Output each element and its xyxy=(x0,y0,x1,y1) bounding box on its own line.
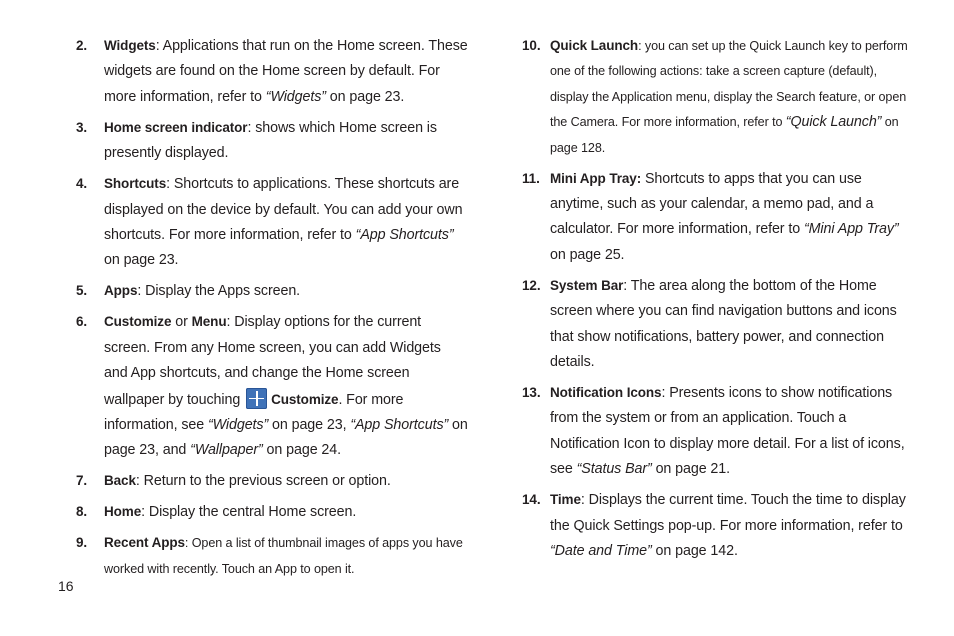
item-number: 7. xyxy=(76,473,88,489)
description: : Display options for the current screen. From any Home screen, you can add Widgets and App shortcuts, and change the Home screen wallpaper by touching xyxy=(104,314,441,408)
list-item-quick-launch xyxy=(522,33,917,161)
item-number: 2. xyxy=(76,38,88,53)
list-item-notification-icons xyxy=(522,380,917,483)
cross-reference-link[interactable]: “App Shortcuts” xyxy=(355,227,454,244)
description: : Applications that run on the Home screen. These widgets are found on the Home screen by default. For more information, refer to xyxy=(104,38,468,105)
list-item-shortcuts xyxy=(76,171,468,274)
term: Recent Apps xyxy=(104,535,185,551)
list-item-system-bar xyxy=(522,273,917,376)
cross-reference-link[interactable]: “Widgets” xyxy=(208,417,269,434)
item-number: 5. xyxy=(76,283,88,299)
list-item-widgets xyxy=(76,33,468,110)
description: : Display the Apps screen. xyxy=(137,283,301,300)
item-number: 8. xyxy=(76,504,88,520)
item-number: 6. xyxy=(76,314,88,330)
term: Home screen indicator xyxy=(104,119,248,135)
list-item-home-screen-indicator xyxy=(76,115,468,167)
term: Apps xyxy=(104,283,138,299)
description: : Shortcuts to applications. These shortcuts are displayed on the device by default. You can add your own shortcuts. For more information, refer to xyxy=(104,176,463,244)
item-number: 14. xyxy=(522,492,541,508)
item-number: 11. xyxy=(522,170,540,186)
connector: or xyxy=(171,314,192,331)
page-ref: on page 23, and xyxy=(104,417,468,459)
term: System Bar xyxy=(550,277,624,293)
term: Notification Icons xyxy=(550,385,662,401)
term: Menu xyxy=(191,314,227,330)
description: : Open a list of thumbnail images of apps you have worked with recently. Touch an App to open it. xyxy=(104,536,463,576)
list-item-time xyxy=(522,487,917,564)
page-ref: on page 23. xyxy=(104,252,179,269)
item-number: 10. xyxy=(522,38,541,53)
description: : Display the central Home screen. xyxy=(141,504,357,521)
item-number: 9. xyxy=(76,535,88,551)
cross-reference-link[interactable]: “App Shortcuts” xyxy=(350,417,449,434)
term: Widgets xyxy=(104,38,156,53)
cross-reference-link[interactable]: “Wallpaper” xyxy=(190,442,263,459)
right-column xyxy=(522,33,917,569)
item-number: 12. xyxy=(522,277,541,293)
term: Mini App Tray: xyxy=(550,170,642,186)
term: Home xyxy=(104,504,142,520)
term: Customize xyxy=(271,391,339,407)
cross-reference-link[interactable]: “Status Bar” xyxy=(576,461,652,478)
description: : Displays the current time. Touch the time to display the Quick Settings pop-up. For more information, refer to xyxy=(550,492,906,534)
term: Shortcuts xyxy=(104,176,167,192)
term: Back xyxy=(104,473,136,489)
list-item-home xyxy=(76,499,468,525)
page-ref: on page 142. xyxy=(651,543,738,560)
item-number: 13. xyxy=(522,385,541,401)
description: : Return to the previous screen or option. xyxy=(135,473,391,490)
cross-reference-link[interactable]: “Widgets” xyxy=(265,88,326,105)
item-number: 3. xyxy=(76,119,88,135)
cross-reference-link[interactable]: “Date and Time” xyxy=(550,543,652,560)
description: : you can set up the Quick Launch key to perform one of the following actions: take a screen capture (default), display the Application menu, display the Search feature, or open the Camera. For more information, refer to xyxy=(550,39,908,130)
description: : shows which Home screen is presently displayed. xyxy=(104,119,437,162)
page-ref: on page 21. xyxy=(651,461,731,478)
page-ref: on page 23. xyxy=(325,88,405,105)
page-ref: on page 24. xyxy=(262,442,341,459)
left-column xyxy=(76,33,468,587)
page-ref: on page 128. xyxy=(550,115,899,155)
description: : Presents icons to show notifications from the system or from an application. Touch a Notification Icon to display more detail. For a list of icons, see xyxy=(550,385,905,478)
list-item-mini-app-tray xyxy=(522,166,917,269)
cross-reference-link[interactable]: “Quick Launch” xyxy=(785,114,882,131)
cross-reference-link[interactable]: “Mini App Tray” xyxy=(803,221,899,238)
page-number: 16 xyxy=(58,578,74,594)
description: . For more information, see xyxy=(104,391,404,434)
customize-plus-icon xyxy=(246,388,267,409)
list-item-back xyxy=(76,468,468,494)
page-ref: on page 25. xyxy=(550,246,625,263)
description: : The area along the bottom of the Home screen where you can find navigation buttons and icons that show notifications, battery power, and connection details. xyxy=(550,277,897,371)
page-ref: on page 23, xyxy=(268,417,351,434)
description: Shortcuts to apps that you can use anytime, such as your calendar, a memo pad, and a calculator. For more information, refer to xyxy=(550,170,874,238)
list-item-recent-apps xyxy=(76,530,468,582)
term: Quick Launch xyxy=(550,38,639,53)
item-number: 4. xyxy=(76,176,88,192)
list-item-customize xyxy=(76,309,468,463)
term: Customize xyxy=(104,314,172,330)
list-item-apps xyxy=(76,278,468,304)
term: Time xyxy=(550,492,581,508)
